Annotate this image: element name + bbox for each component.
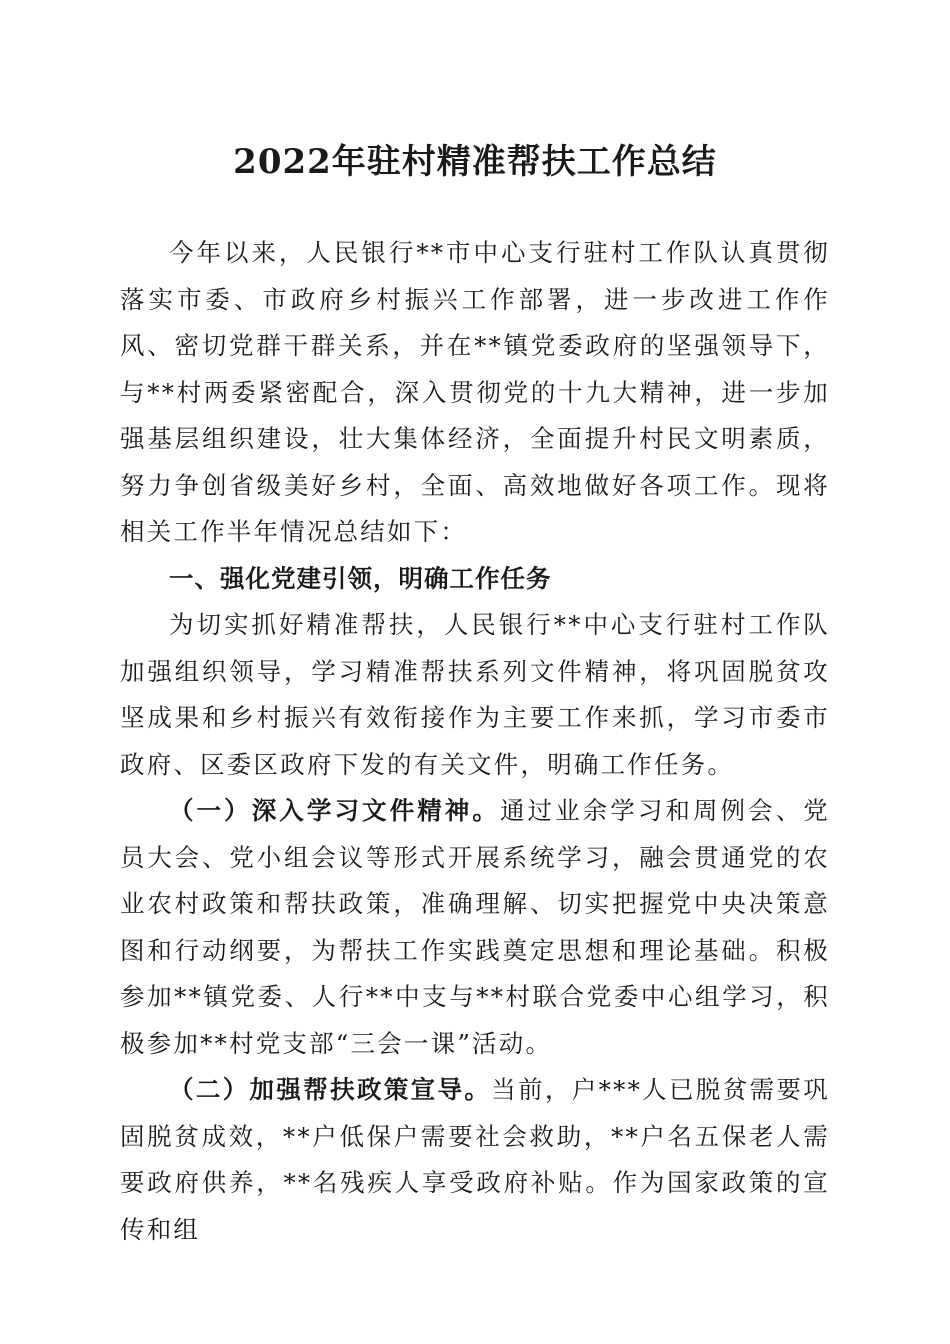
subsection-text-2: 当前，户***人已脱贫需要巩固脱贫成效，**户低保户需要社会救助，**户名五保老人需要政府供养，**名残疾人享受政府补贴。作为国家政策的宣传和组 — [120, 1075, 830, 1244]
subsection-lead-1: （一）深入学习文件精神。 — [169, 796, 500, 825]
section-paragraph: 为切实抓好精准帮扶，人民银行**中心支行驻村工作队加强组织领导，学习精准帮扶系列文件精神，将巩固脱贫攻坚成果和乡村振兴有效衔接作为主要工作来抓，学习市委市政府、区委区政府下发的有关文件，明确工作任务。 — [120, 610, 830, 779]
document-body — [120, 230, 830, 1253]
document-title: 2022年驻村精准帮扶工作总结 — [233, 142, 717, 182]
subsection-lead-2: （二）加强帮扶政策宣导。 — [169, 1075, 492, 1104]
subsection-text-1: 通过业余学习和周例会、党员大会、党小组会议等形式开展系统学习，融会贯通党的农业农村政策和帮扶政策，准确理解、切实把握党中央决策意图和行动纲要，为帮扶工作实践奠定思想和理论基础。积极参加**镇党委、人行**中支与**村联合党委中心组学习，积极参加**村党支部“三会一课”活动。 — [120, 796, 830, 1058]
section-heading: 一、强化党建引领，明确工作任务 — [169, 563, 552, 593]
intro-paragraph: 今年以来，人民银行**市中心支行驻村工作队认真贯彻落实市委、市政府乡村振兴工作部署，进一步改进工作作风、密切党群干群关系，并在**镇党委政府的坚强领导下，与**村两委紧密配合，深入贯彻党的十九大精神，进一步加强基层组织建设，壮大集体经济，全面提升村民文明素质，努力争创省级美好乡村，全面、高效地做好各项工作。现将相关工作半年情况总结如下： — [120, 238, 830, 546]
subsection-paragraph-1 — [120, 788, 830, 1067]
subsection-paragraph-2 — [120, 1067, 830, 1253]
